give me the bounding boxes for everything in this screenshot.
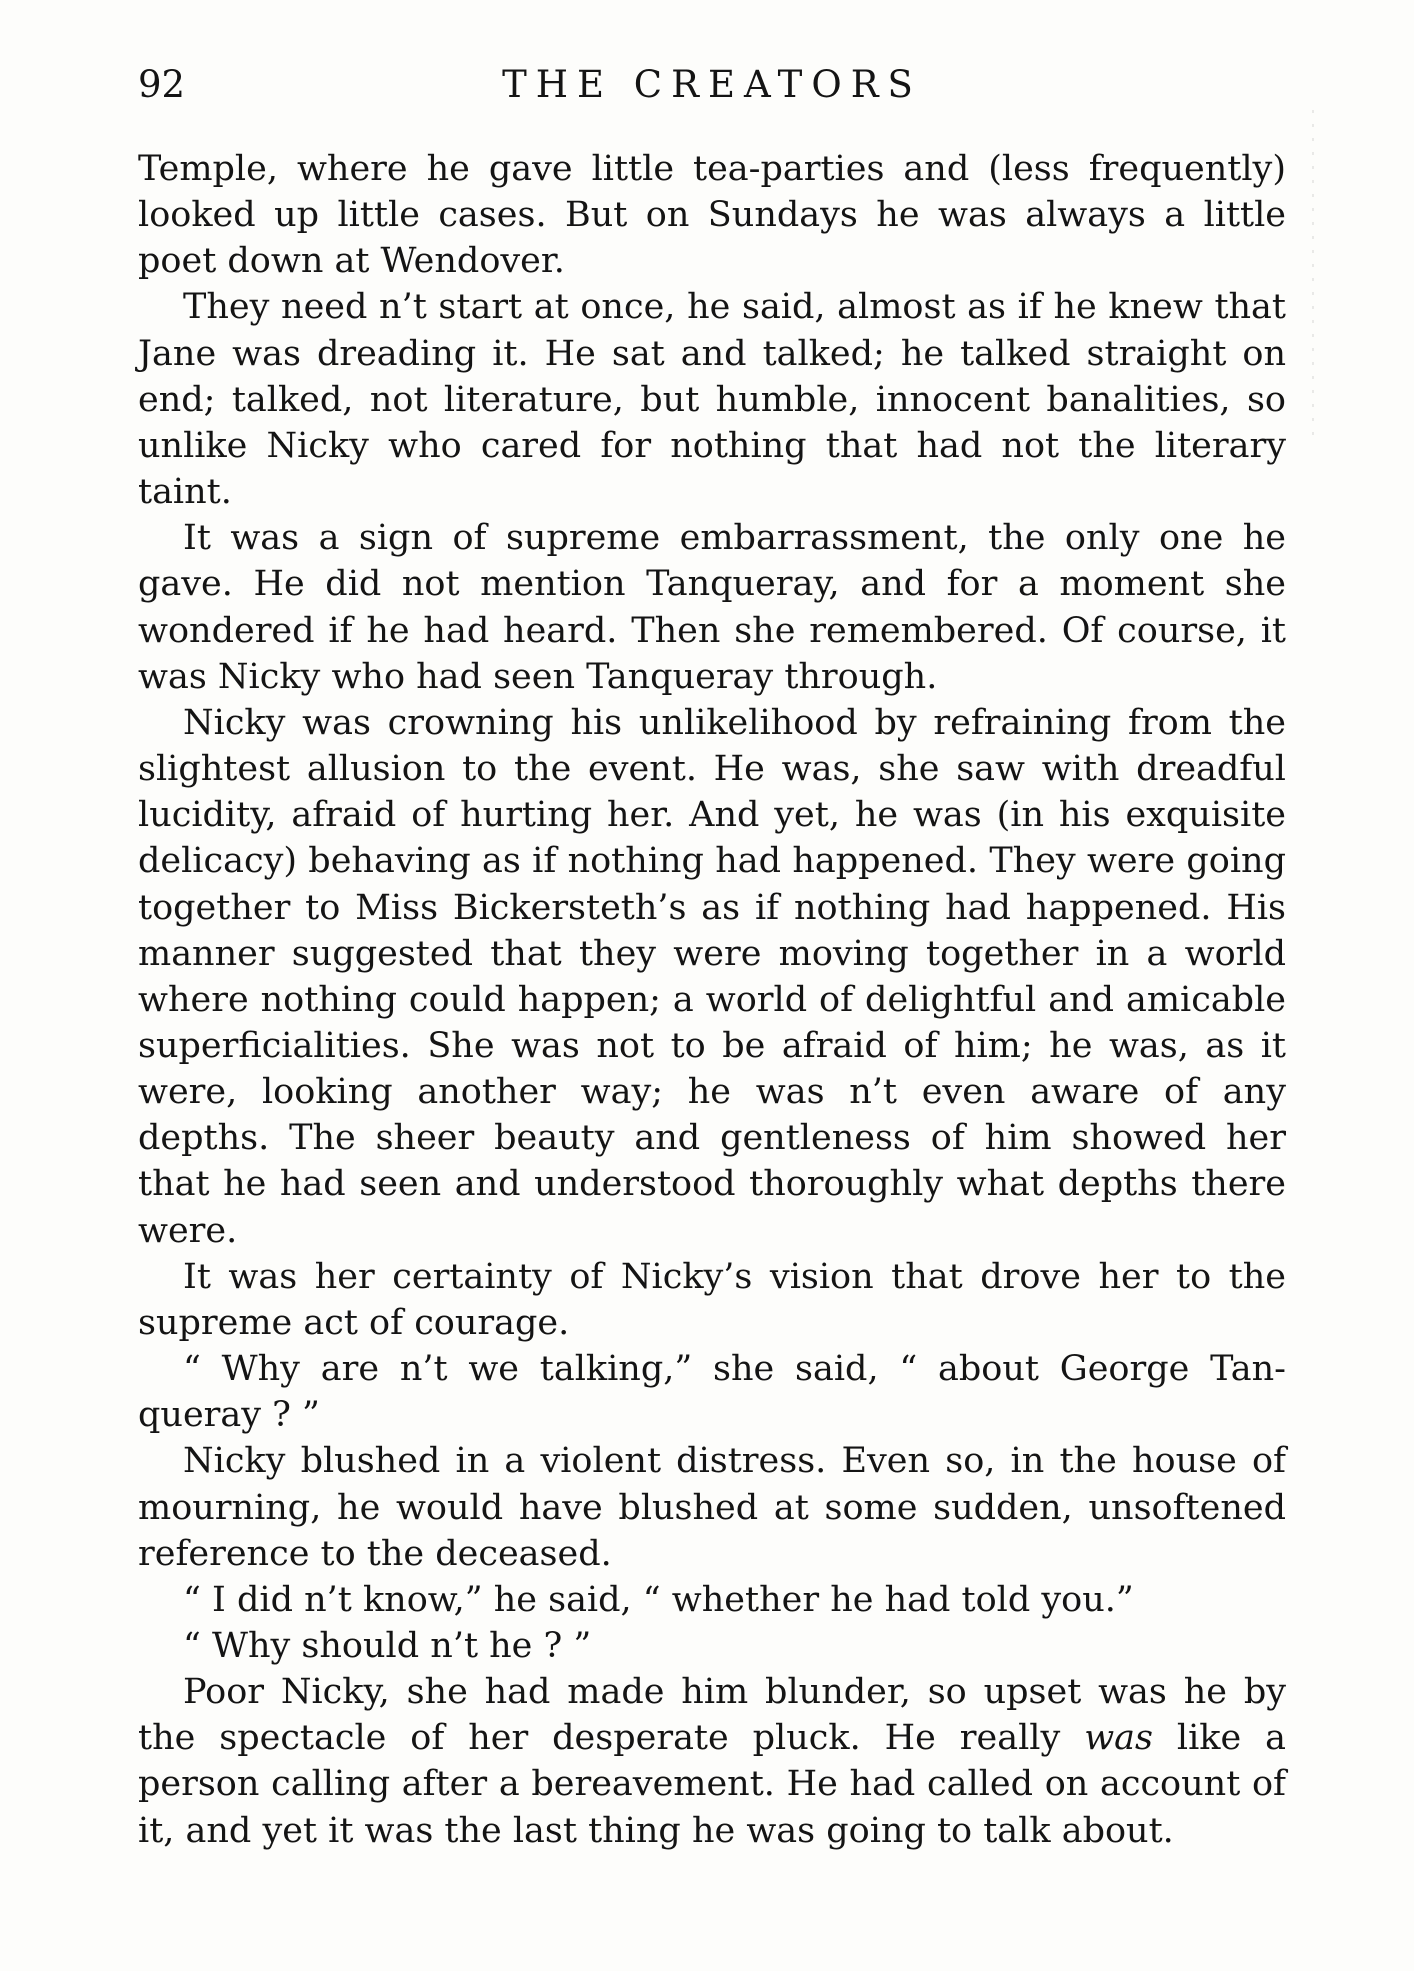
paragraph-text: Poor Nicky, she had made him blunder, so upset was he by the spectacle of her desperate pluck. He really — [138, 1672, 1286, 1759]
page-number: 92 — [138, 63, 186, 106]
paragraph: Nicky was crowning his unlikelihood by refraining from the slightest allusion to the event. He was, she saw with dreadful lucidity, afraid of hurting her. And yet, he was (in his exquisite delicacy) behaving as if nothing had happened. They were going together to Miss Bickersteth’s as if nothing had happened. His manner suggested that they were moving together in a world where nothing could happen; a world of delightful and amicable superficialities. She was not to be afraid of him; he was, as it were, looking another way; he was n’t even aware of any depths. The sheer beauty and gentleness of him showed her that he had seen and understood thoroughly what depths there were. — [138, 702, 1286, 1251]
page-edge-specks — [1312, 110, 1314, 440]
running-head — [138, 60, 1286, 110]
paragraph-text: like a person calling after a bereavement. He had called on account of it, and yet it was the last thing he was going to talk about. — [138, 1718, 1287, 1851]
italic-emphasis: was — [1084, 1718, 1153, 1759]
paragraph: Nicky blushed in a violent distress. Even so, in the house of mourning, he would have blushed at some sudden, unsoftened reference to the deceased. — [138, 1441, 1286, 1574]
paragraph: Temple, where he gave little tea-parties and (less frequently) looked up little cases. But on Sundays he was always a little poet down at Wendover. — [138, 149, 1286, 282]
dialogue-paragraph: “ Why should n’t he ? ” — [183, 1626, 592, 1666]
paragraph: They need n’t start at once, he said, almost as if he knew that Jane was dreading it. He sat and talked; he talked straight on end; talked, not literature, but humble, innocent banalities, so unlike Nicky who cared for nothing that had not the literary taint. — [138, 287, 1286, 513]
dialogue-paragraph: “ Why are n’t we talking,” she said, “ about George Tanqueray ? ” — [138, 1349, 1286, 1436]
paragraph — [138, 1669, 1286, 1854]
paragraph: It was a sign of supreme embarrassment, the only one he gave. He did not mention Tanqueray, and for a moment she wondered if he had heard. Then she remembered. Of course, it was Nicky who had seen Tanqueray through. — [138, 518, 1286, 697]
dialogue-paragraph: “ I did n’t know,” he said, “ whether he had told you.” — [183, 1579, 1134, 1620]
paragraph: It was her certainty of Nicky’s vision that drove her to the supreme act of courage. — [138, 1256, 1286, 1343]
running-title: THE CREATORS — [502, 63, 922, 106]
body-text — [138, 146, 1286, 1854]
